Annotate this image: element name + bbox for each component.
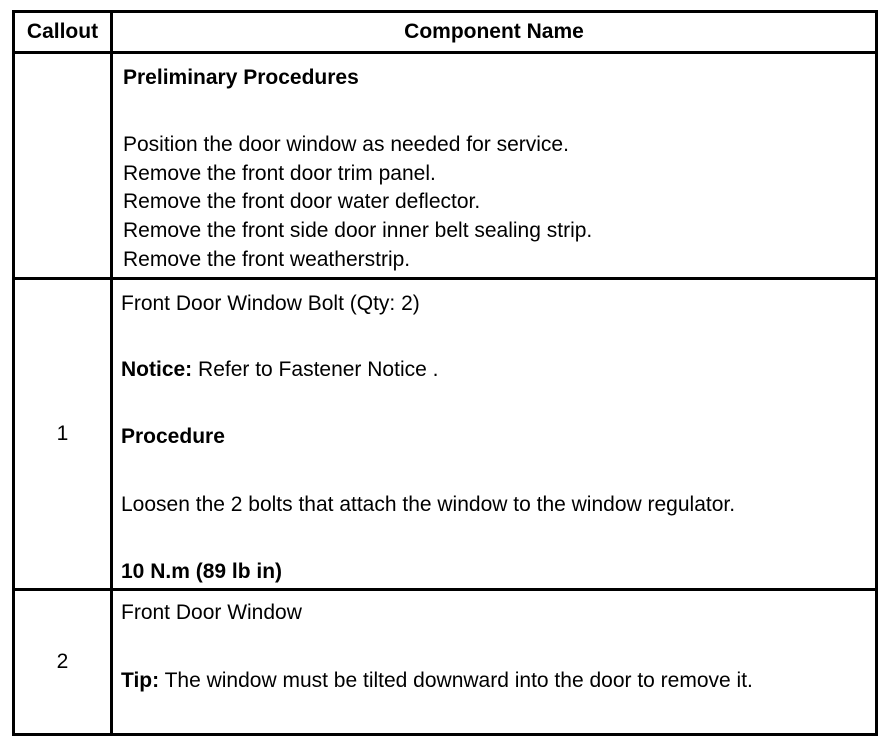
notice-text: Refer to Fastener Notice . (192, 358, 439, 381)
component-name: Front Door Window (121, 601, 302, 624)
row-divider-header (15, 51, 875, 54)
tip-label: Tip: (121, 669, 160, 692)
tip-text: The window must be tilted downward into the door to remove it. (159, 669, 753, 692)
procedure-label: Procedure (121, 425, 225, 448)
preliminary-step: Remove the front door trim panel. (123, 162, 436, 185)
callout-number: 1 (56, 422, 69, 445)
header-component-name: Component Name (404, 20, 584, 43)
row-divider-callout-1 (15, 588, 875, 591)
callout-number: 2 (56, 650, 69, 673)
preliminary-step: Remove the front side door inner belt sealing strip. (123, 219, 593, 242)
notice-label: Notice: (121, 358, 193, 381)
preliminary-step: Remove the front door water deflector. (123, 190, 481, 213)
preliminary-step: Position the door window as needed for service. (123, 133, 569, 156)
header-callout: Callout (26, 20, 99, 43)
component-table (12, 10, 878, 736)
torque-spec: 10 N.m (89 lb in) (121, 560, 283, 583)
preliminary-step: Remove the front weatherstrip. (123, 248, 411, 271)
column-divider (110, 13, 113, 733)
notice-line (121, 359, 438, 380)
preliminary-title: Preliminary Procedures (123, 66, 359, 89)
procedure-text: Loosen the 2 bolts that attach the window to the window regulator. (121, 493, 736, 516)
tip-line (121, 670, 753, 691)
component-name: Front Door Window Bolt (Qty: 2) (121, 292, 420, 315)
row-divider-preliminary (15, 277, 875, 280)
